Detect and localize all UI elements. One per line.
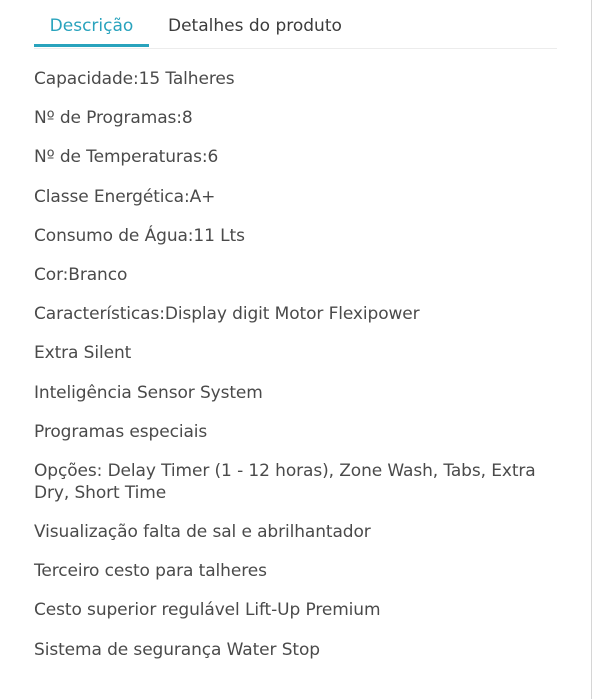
tab-product-details[interactable]: Detalhes do produto [168,16,342,36]
spec-third-basket: Terceiro cesto para talheres [34,561,267,582]
spec-upper-basket: Cesto superior regulável Lift-Up Premium [34,600,381,621]
spec-water-consumption: Consumo de Água:11 Lts [34,225,245,246]
tab-description[interactable]: Descrição [49,16,134,36]
spec-special-programs: Programas especiais [34,421,208,442]
spec-energy-class: Classe Energética:A+ [34,186,216,207]
spec-list [34,68,554,678]
spec-sensor-system: Inteligência Sensor System [34,382,263,403]
spec-options: Opções: Delay Timer (1 - 12 horas), Zone Wash, Tabs, Extra Dry, Short Time [34,460,536,503]
spec-temperatures: Nº de Temperaturas:6 [34,147,219,168]
spec-programs: Nº de Programas:8 [34,108,193,129]
product-tabs [34,0,557,49]
spec-features: Características:Display digit Motor Flexipower [34,304,420,325]
spec-capacity: Capacidade:15 Talheres [34,69,235,89]
spec-water-stop: Sistema de segurança Water Stop [34,639,320,660]
spec-salt-indicator: Visualização falta de sal e abrilhantador [34,522,371,543]
spec-color: Cor:Branco [34,264,128,285]
active-tab-indicator [34,44,149,47]
spec-extra-silent: Extra Silent [34,343,132,364]
